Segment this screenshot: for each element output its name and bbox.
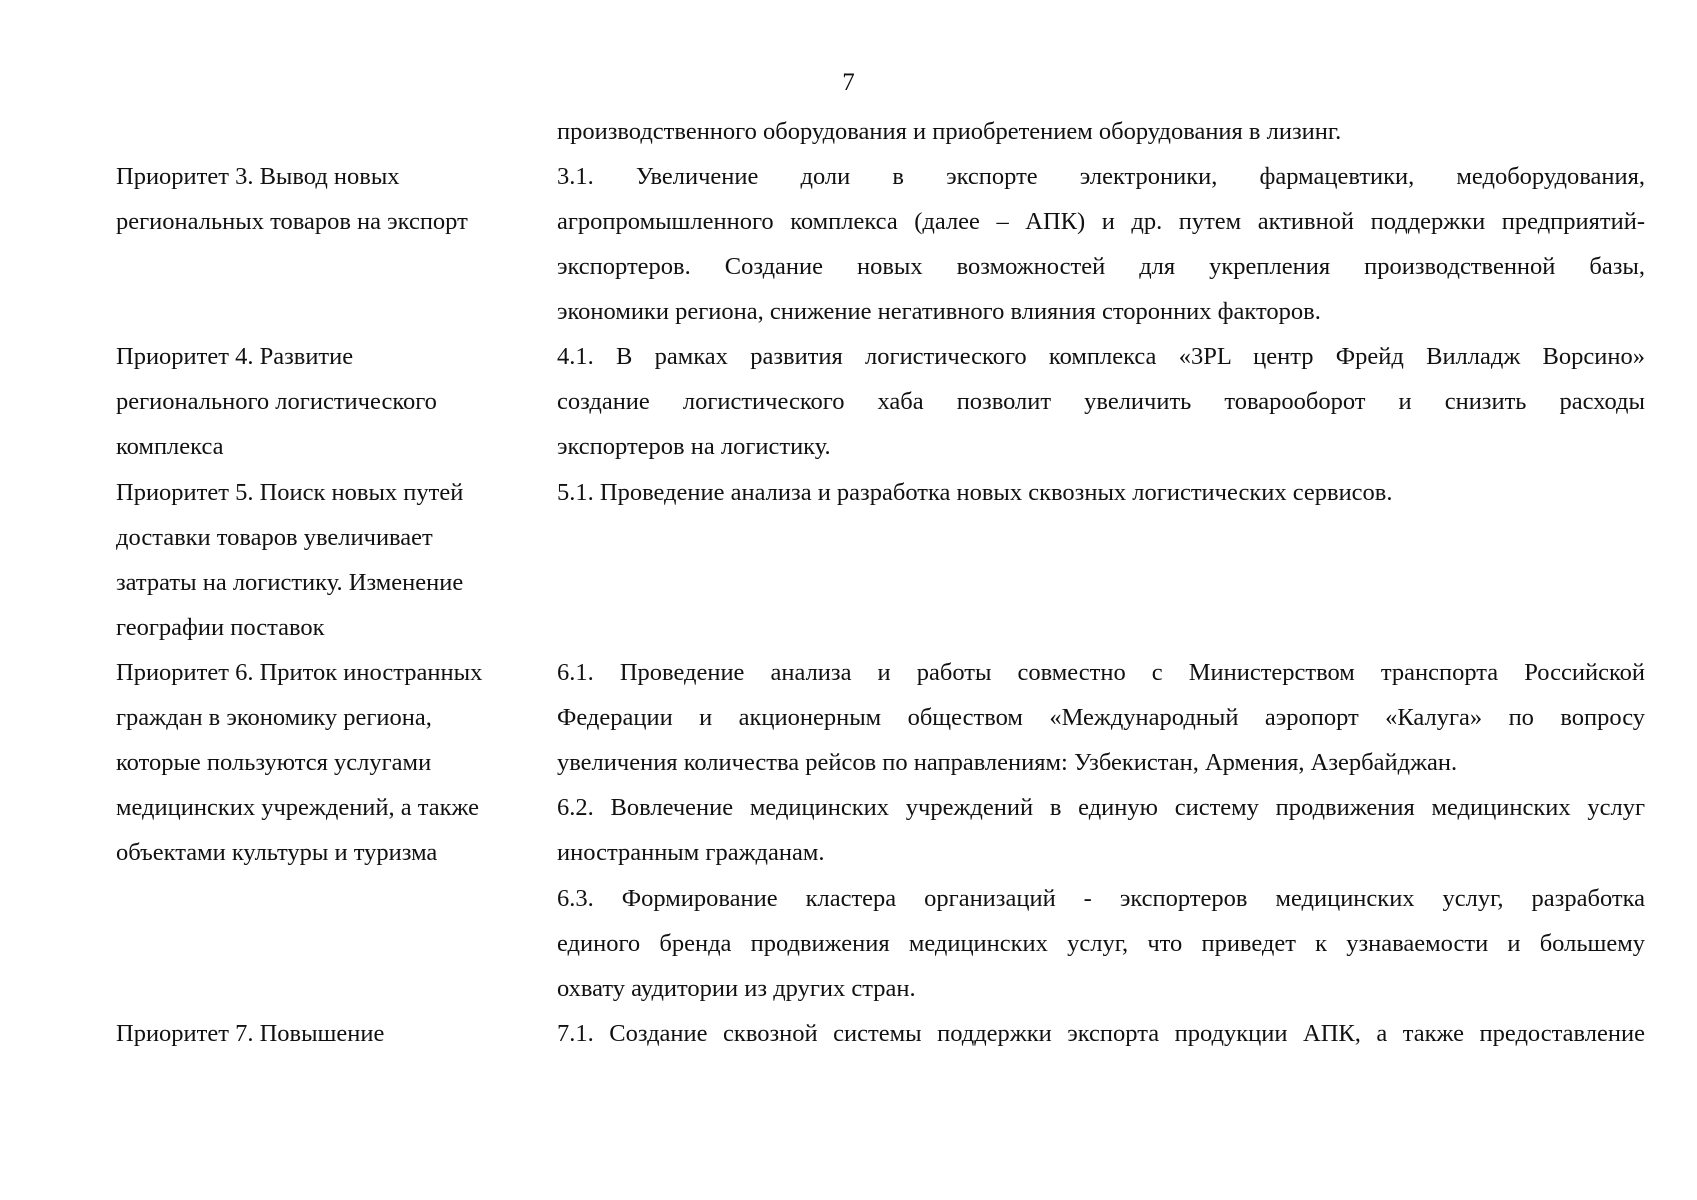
priority-3-label-line: Приоритет 3. Вывод новых xyxy=(116,163,400,190)
measure-4-1-line: экспортеров на логистику. xyxy=(557,433,831,460)
priority-4-label-line: регионального логистического xyxy=(116,388,437,415)
measure-4-1-line: создание логистического хаба позволит увеличить товарооборот и снизить расходы xyxy=(557,388,1645,415)
measure-5-1-line: 5.1. Проведение анализа и разработка новых сквозных логистических сервисов. xyxy=(557,479,1393,506)
measure-3-1-line: экспортеров. Создание новых возможностей для укрепления производственной базы, xyxy=(557,253,1645,280)
priority-6-label-line: Приоритет 6. Приток иностранных xyxy=(116,659,483,686)
measure-6-3-line: единого бренда продвижения медицинских услуг, что приведет к узнаваемости и большему xyxy=(557,930,1645,957)
priority-5-label-line: доставки товаров увеличивает xyxy=(116,524,433,551)
priority-5-label-line: географии поставок xyxy=(116,614,325,641)
priority-4-label-line: комплекса xyxy=(116,433,224,460)
measure-6-3-line: охвату аудитории из других стран. xyxy=(557,975,916,1002)
measure-3-1-line: экономики региона, снижение негативного влияния сторонних факторов. xyxy=(557,298,1321,325)
measure-6-2-line: 6.2. Вовлечение медицинских учреждений в единую систему продвижения медицинских услуг xyxy=(557,794,1645,821)
priority-7-label-line: Приоритет 7. Повышение xyxy=(116,1020,385,1047)
measure-6-3-line: 6.3. Формирование кластера организаций - экспортеров медицинских услуг, разработка xyxy=(557,885,1645,912)
priority-4-label-line: Приоритет 4. Развитие xyxy=(116,343,354,370)
priority-3-label-line: региональных товаров на экспорт xyxy=(116,208,468,235)
continuation-line: производственного оборудования и приобретением оборудования в лизинг. xyxy=(557,118,1342,145)
page-number: 7 xyxy=(842,69,855,96)
measure-6-1-line: увеличения количества рейсов по направлениям: Узбекистан, Армения, Азербайджан. xyxy=(557,749,1458,776)
measure-4-1-line: 4.1. В рамках развития логистического комплекса «3PL центр Фрейд Вилладж Ворсино» xyxy=(557,343,1645,370)
priority-5-label-line: Приоритет 5. Поиск новых путей xyxy=(116,479,464,506)
priority-5-label-line: затраты на логистику. Изменение xyxy=(116,569,464,596)
measure-6-1-line: 6.1. Проведение анализа и работы совместно с Министерством транспорта Российской xyxy=(557,659,1645,686)
priority-6-label-line: медицинских учреждений, а также xyxy=(116,794,480,821)
measure-3-1-line: агропромышленного комплекса (далее – АПК) и др. путем активной поддержки предприятий- xyxy=(557,208,1645,235)
measure-6-2-line: иностранным гражданам. xyxy=(557,839,825,866)
measure-6-1-line: Федерации и акционерным обществом «Международный аэропорт «Калуга» по вопросу xyxy=(557,704,1645,731)
priority-6-label-line: граждан в экономику региона, xyxy=(116,704,432,731)
measure-7-1-line: 7.1. Создание сквозной системы поддержки экспорта продукции АПК, а также предоставление xyxy=(557,1020,1645,1047)
priority-6-label-line: объектами культуры и туризма xyxy=(116,839,438,866)
priority-6-label-line: которые пользуются услугами xyxy=(116,749,432,776)
measure-3-1-line: 3.1. Увеличение доли в экспорте электроники, фармацевтики, медоборудования, xyxy=(557,163,1645,190)
